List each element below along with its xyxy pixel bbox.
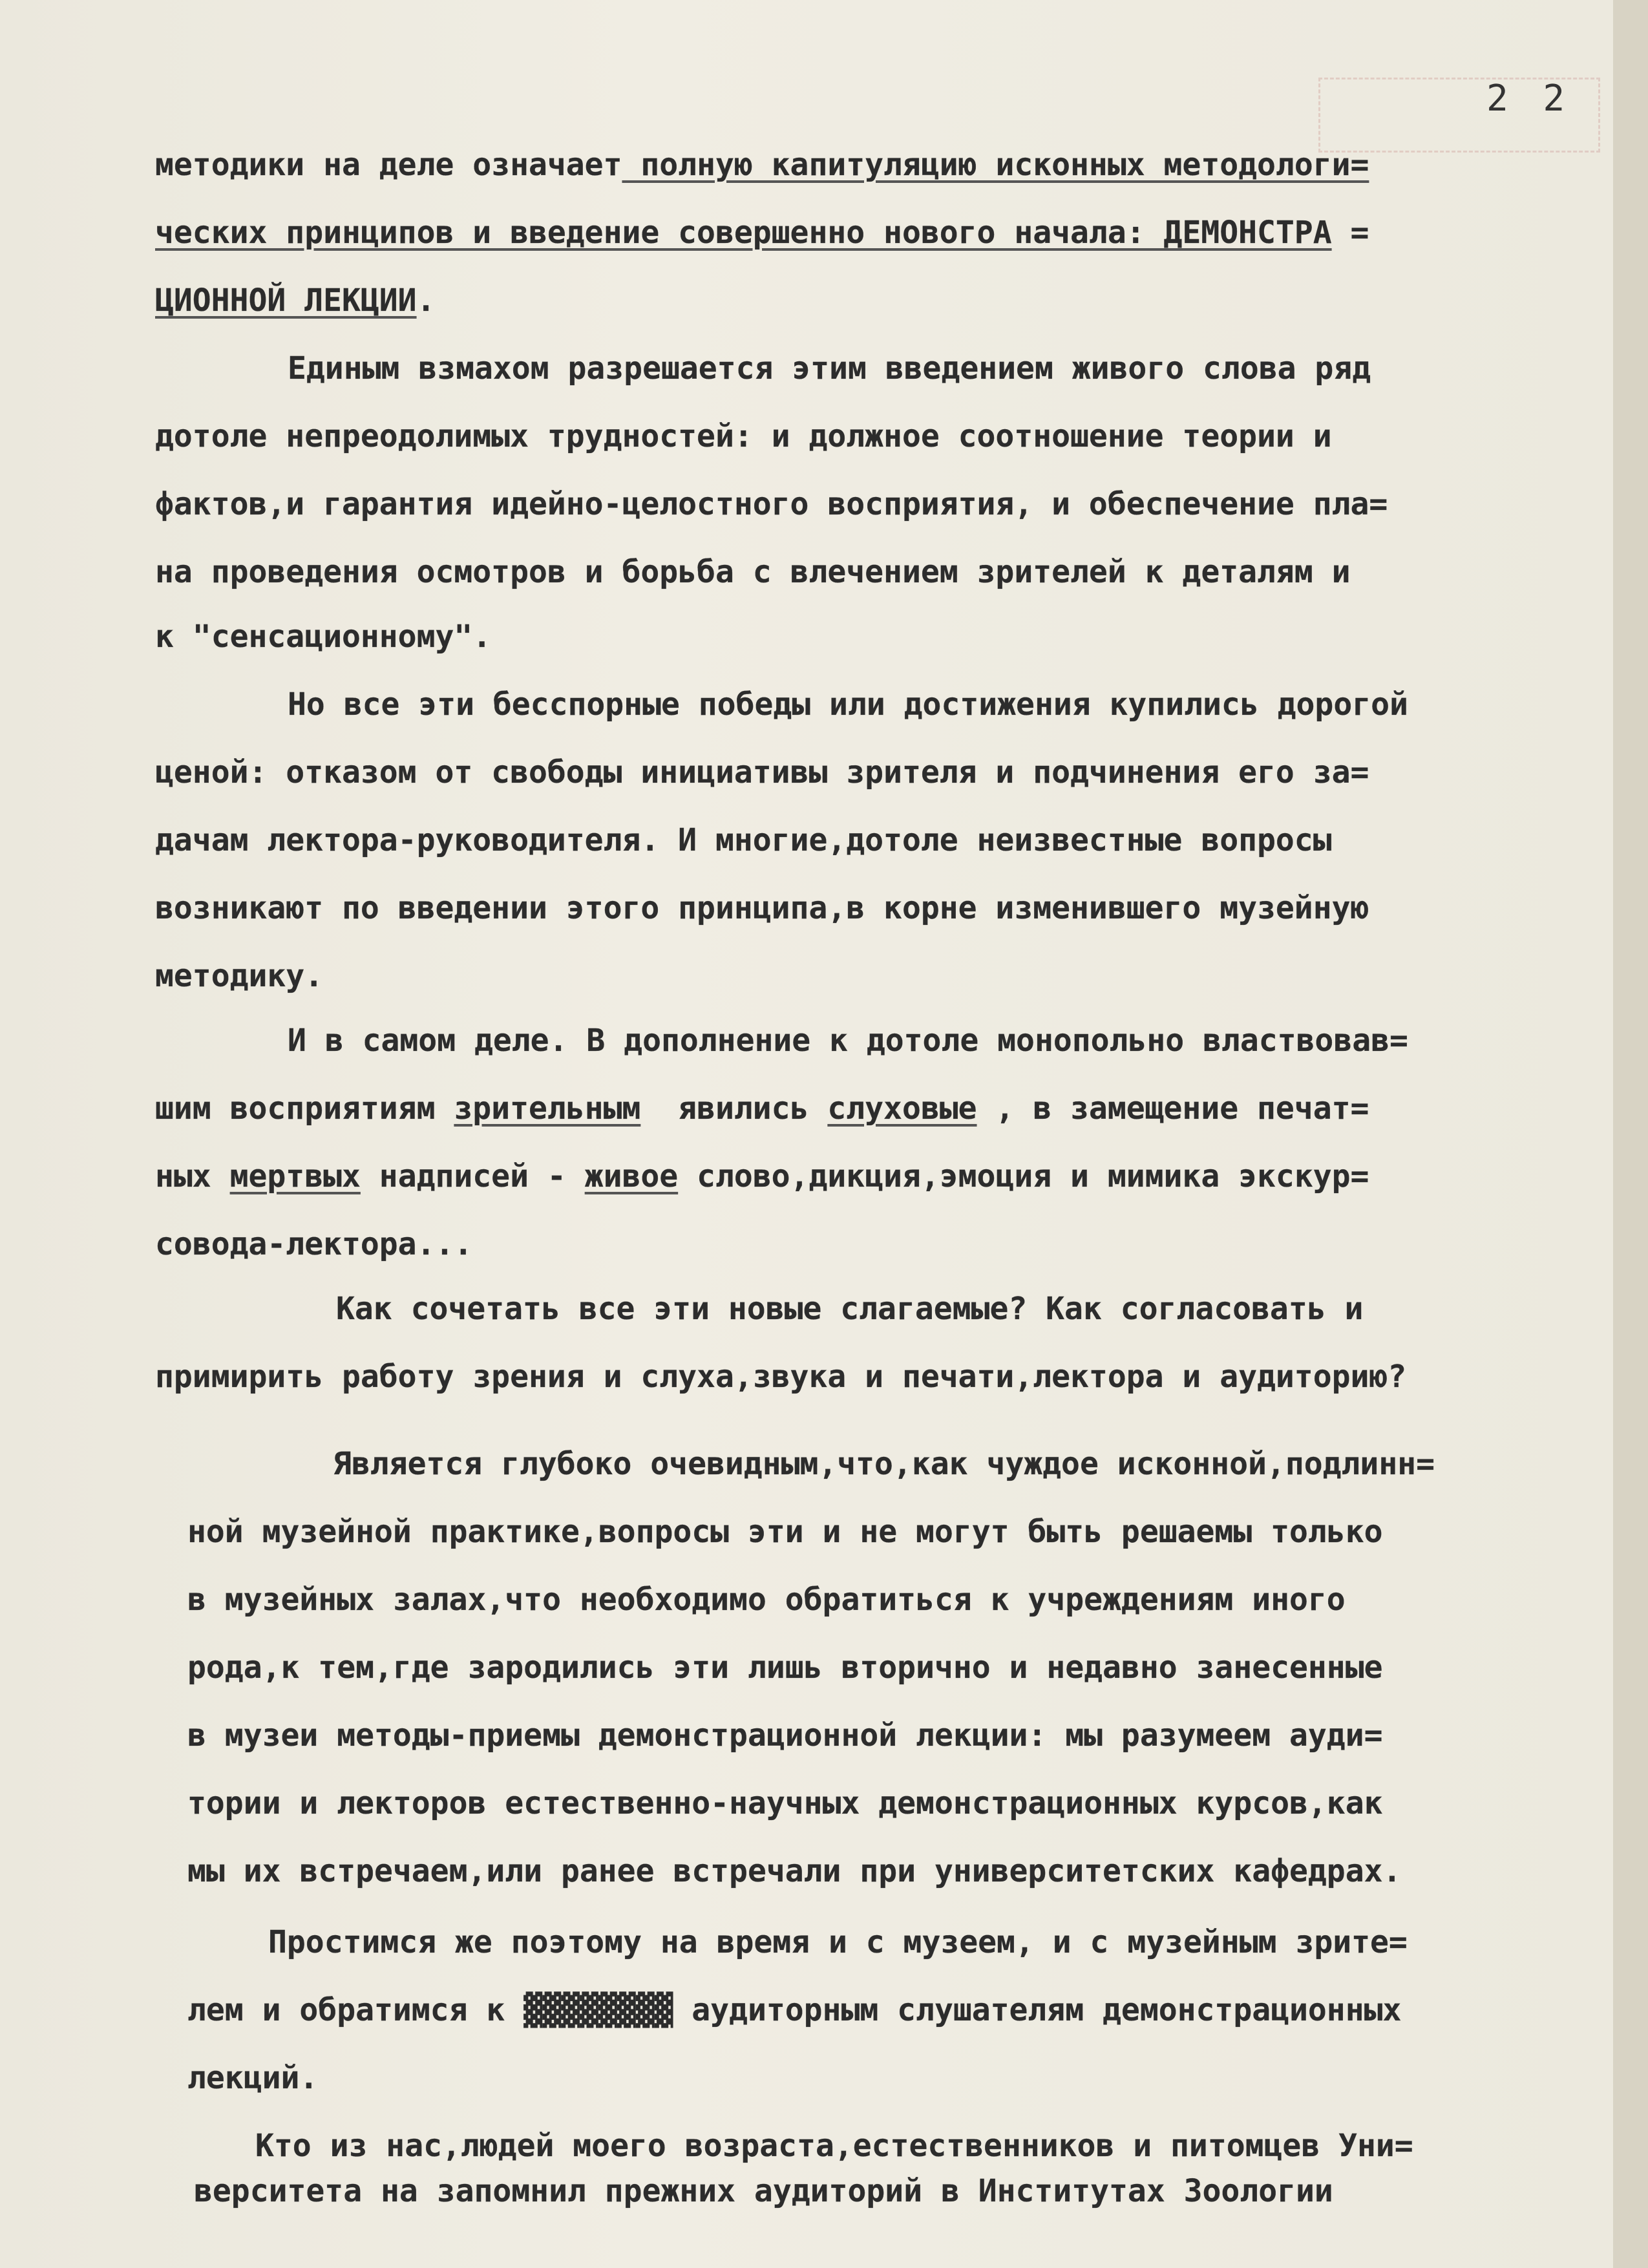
text-segment: тории и лекторов естественно-научных демонстрационных курсов,как bbox=[187, 1785, 1383, 1821]
text-segment: ных bbox=[155, 1158, 230, 1194]
text-line bbox=[155, 821, 1332, 860]
underlined-text: живое bbox=[584, 1158, 679, 1194]
text-line bbox=[288, 1021, 1408, 1060]
text-line bbox=[288, 685, 1408, 724]
text-segment: совода-лектора... bbox=[155, 1226, 473, 1262]
text-segment: возникают по введении этого принципа,в корне изменившего музейную bbox=[155, 890, 1369, 926]
text-segment: Является глубоко очевидным,что,как чуждое исконной,подлинн= bbox=[333, 1446, 1435, 1482]
text-segment: надписей - bbox=[360, 1158, 585, 1194]
text-segment: Но все эти бесспорные победы или достижения купились дорогой bbox=[288, 686, 1408, 723]
text-line bbox=[155, 281, 435, 320]
text-line bbox=[155, 213, 1369, 252]
underlined-text: зрительным bbox=[454, 1090, 641, 1127]
text-line bbox=[155, 1157, 1369, 1196]
text-segment: в музеи методы-приемы демонстрационной лекции: мы разумеем ауди= bbox=[187, 1717, 1383, 1754]
text-line bbox=[155, 1357, 1406, 1396]
text-line bbox=[155, 417, 1332, 456]
text-line bbox=[155, 553, 1351, 591]
text-line bbox=[187, 1512, 1383, 1551]
text-segment: ной музейной практике,вопросы эти и не могут быть решаемы только bbox=[187, 1514, 1383, 1550]
text-segment: к "сенсационному". bbox=[155, 619, 492, 655]
text-segment: лекций. bbox=[187, 2060, 319, 2096]
text-segment: Кто из нас,людей моего возраста,естественников и питомцев Уни= bbox=[255, 2128, 1413, 2164]
text-line bbox=[155, 957, 323, 995]
text-segment: явились bbox=[640, 1090, 828, 1127]
text-line bbox=[255, 2126, 1413, 2165]
text-segment: дачам лектора-руководителя. И многие,дотоле неизвестные вопросы bbox=[155, 822, 1332, 858]
page-number: 2 2 bbox=[1486, 78, 1572, 120]
text-segment: верситета на запомнил прежних аудиторий в Институтах Зоологии bbox=[194, 2173, 1333, 2209]
text-line bbox=[194, 2172, 1333, 2210]
text-segment: мы их встречаем,или ранее встречали при университетских кафедрах. bbox=[187, 1853, 1402, 1889]
text-segment: Единым взмахом разрешается этим введением живого слова ряд bbox=[288, 350, 1371, 387]
text-segment: шим восприятиям bbox=[155, 1090, 454, 1127]
text-segment: ценой: отказом от свободы инициативы зрителя и подчинения его за= bbox=[155, 754, 1369, 790]
text-line bbox=[187, 1580, 1346, 1619]
text-segment: дотоле непреодолимых трудностей: и должное соотношение теории и bbox=[155, 418, 1332, 454]
underlined-text: ческих принципов и введение совершенно нового начала: ДЕМОНСТРА bbox=[155, 215, 1332, 251]
text-segment: на проведения осмотров и борьба с влечением зрителей к деталям и bbox=[155, 554, 1351, 590]
underlined-text: ЦИОННОЙ ЛЕКЦИИ bbox=[155, 282, 417, 319]
text-line bbox=[333, 1445, 1435, 1483]
text-segment: , в замещение печат= bbox=[977, 1090, 1369, 1127]
text-line bbox=[155, 1225, 472, 1264]
text-segment: фактов,и гарантия идейно-целостного восприятия, и обеспечение пла= bbox=[155, 486, 1388, 522]
text-line bbox=[187, 1852, 1401, 1891]
text-segment: в музейных залах,что необходимо обратиться к учреждениям иного bbox=[187, 1582, 1346, 1618]
text-segment: = bbox=[1331, 215, 1369, 251]
text-segment: слово,дикция,эмоция и мимика экскур= bbox=[678, 1158, 1369, 1194]
text-line bbox=[187, 1648, 1383, 1687]
text-segment: методику. bbox=[155, 958, 324, 994]
text-line bbox=[155, 1089, 1369, 1128]
text-segment: лем и обратимся к ▓▓▓▓▓▓▓▓ аудиторным слушателям демонстрационных bbox=[187, 1992, 1402, 2028]
underlined-text: слуховые bbox=[827, 1090, 977, 1127]
text-line bbox=[155, 889, 1369, 927]
text-segment: . bbox=[416, 282, 436, 319]
text-line bbox=[336, 1289, 1363, 1328]
text-segment: методики на деле означает bbox=[155, 147, 622, 183]
text-line bbox=[187, 1991, 1401, 2030]
text-line bbox=[187, 2059, 318, 2097]
text-line bbox=[155, 485, 1388, 524]
text-line bbox=[268, 1923, 1408, 1962]
text-segment: Как сочетать все эти новые слагаемые? Как согласовать и bbox=[336, 1291, 1364, 1327]
text-segment: примирить работу зрения и слуха,звука и печати,лектора и аудиторию? bbox=[155, 1359, 1407, 1395]
text-segment: рода,к тем,где зародились эти лишь вторично и недавно занесенные bbox=[187, 1649, 1383, 1686]
underlined-text: мертвых bbox=[229, 1158, 361, 1194]
text-line bbox=[155, 617, 491, 656]
underlined-text: полную капитуляцию исконных методологи= bbox=[622, 147, 1369, 183]
text-line bbox=[288, 349, 1371, 388]
text-line bbox=[187, 1784, 1383, 1823]
text-line bbox=[155, 145, 1369, 184]
page-edge bbox=[1613, 0, 1648, 2268]
text-line bbox=[155, 753, 1369, 792]
text-line bbox=[187, 1716, 1383, 1755]
text-segment: И в самом деле. В дополнение к дотоле монопольно властвовав= bbox=[288, 1023, 1408, 1059]
text-segment: Простимся же поэтому на время и с музеем, и с музейным зрите= bbox=[268, 1924, 1408, 1960]
